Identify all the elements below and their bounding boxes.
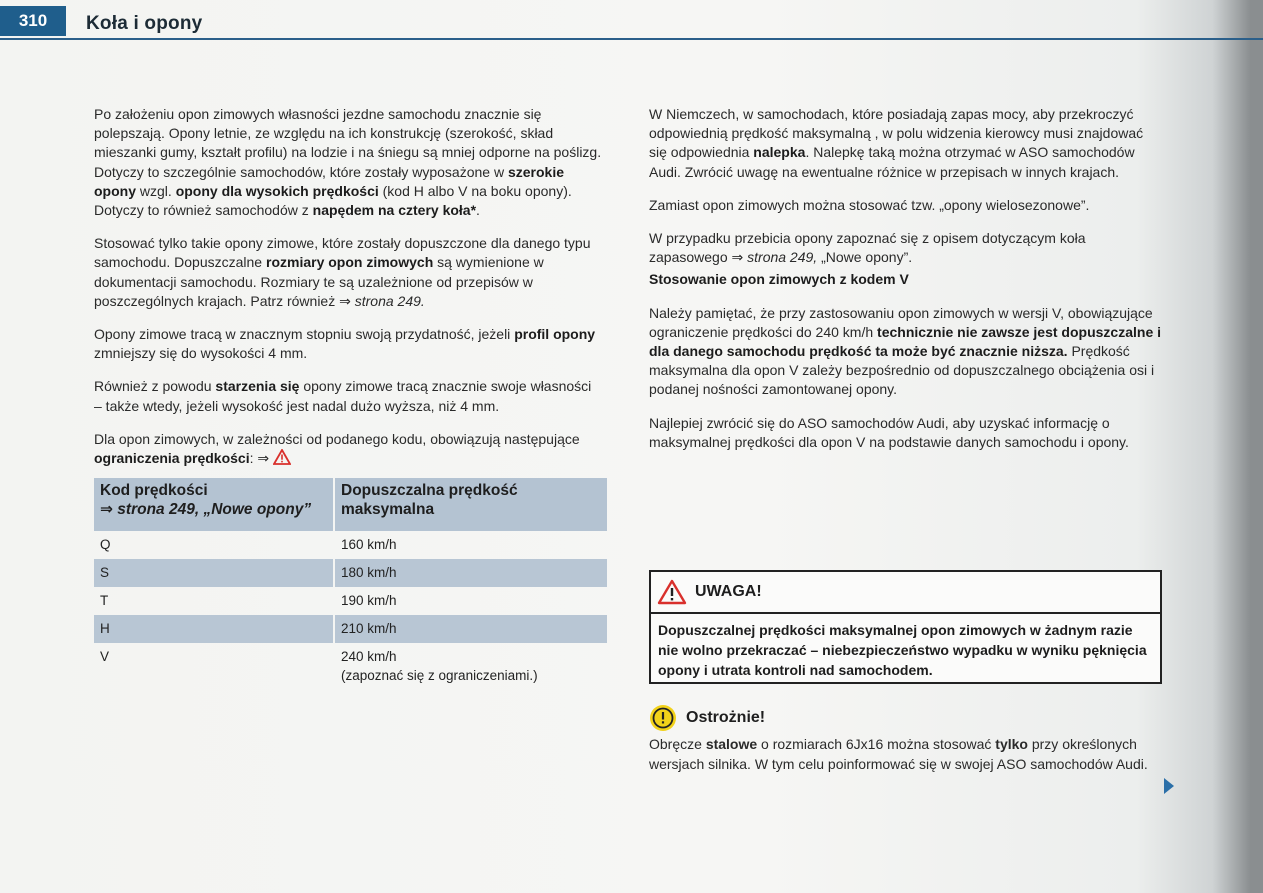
warning-title: UWAGA!	[695, 583, 762, 600]
paragraph-speed-limits: Dla opon zimowych, w zależności od podanego kodu, obowiązują następujące ograniczenia prędkości: ⇒	[94, 430, 580, 467]
paragraph-v-code: Należy pamiętać, że przy zastosowaniu opon zimowych w wersji V, obowiązujące ograniczenie prędkości do 240 km/h technicznie nie zawsze jest dopuszczalne i dla danego samochodu prędkość ta może być znacznie niższa. Prędkość maksymalna dla opon V zależy bezpośrednio od dopuszczalnego obciążenia osi i podanej nośności zamontowanej opony.	[649, 304, 1162, 398]
table-row: Q 160 km/h	[94, 531, 607, 559]
caution-exclamation-icon	[649, 704, 677, 732]
table-row: H 210 km/h	[94, 615, 607, 643]
table-row: T 190 km/h	[94, 587, 607, 615]
page-header	[0, 0, 1263, 40]
caution-header	[649, 704, 1161, 732]
table-header-code: Kod prędkości ⇒ strona 249, „Nowe opony”	[94, 478, 334, 531]
paragraph-winter-tires-intro: Po założeniu opon zimowych własności jezdne samochodu znacznie się polepszają. Opony letnie, ze względu na ich konstrukcję (szerokość, skład mieszanki gumy, kształt profilu) na lodzie i na śniegu są mniej odporne na poślizg. Dotyczy to szczególnie samochodów, które zostały wyposażone w szerokie opony wzgl. opony dla wysokich prędkości (kod H albo V na boku opony). Dotyczy to również samochodów z napędem na cztery koła*.	[94, 106, 602, 219]
continue-arrow-icon	[1164, 778, 1174, 794]
page-reference-link[interactable]: ⇒ strona 249.	[339, 292, 425, 309]
paragraph-aging: Również z powodu starzenia się opony zimowe tracą znacznie swoje własności – także wtedy, jeżeli wysokość jest nadal dużo wyższa, niż 4 mm.	[94, 378, 592, 414]
page-number: 310	[0, 6, 66, 36]
paragraph-tread-depth: Opony zimowe tracą w znacznym stopniu swoją przydatność, jeżeli profil opony zmniejszy się do wysokości 4 mm.	[94, 326, 596, 362]
warning-triangle-icon	[273, 449, 291, 465]
warning-box	[649, 570, 1162, 684]
table-header-max-speed: Dopuszczalna prędkość maksymalna	[334, 478, 607, 531]
paragraph-contact-dealer: Najlepiej zwrócić się do ASO samochodów Audi, aby uzyskać informację o maksymalnej prędkości dla opon V na podstawie danych samochodu i opony.	[649, 414, 1129, 450]
caution-note	[649, 704, 1161, 774]
paragraph-all-season: Zamiast opon zimowych można stosować tzw. „opony wielosezonowe”.	[649, 196, 1090, 213]
table-header-reference[interactable]: ⇒ strona 249, „Nowe opony”	[100, 501, 312, 519]
warning-header	[651, 572, 1160, 614]
section-subheading: Stosowanie opon zimowych z kodem V	[649, 271, 909, 288]
warning-text: Dopuszczalnej prędkości maksymalnej opon zimowych w żadnym razie nie wolno przekraczać – niebezpieczeństwo wypadku w wyniku pęknięcia opony i utrata kontroli nad samochodem.	[658, 622, 1147, 678]
caution-text: Obręcze stalowe o rozmiarach 6Jx16 można stosować tylko przy określonych wersjach silnika. W tym celu poinformować się w swojej ASO samochodów Audi.	[649, 736, 1148, 772]
speed-limit-table	[94, 478, 607, 689]
page-reference-link[interactable]: ⇒ strona 249,	[731, 249, 818, 266]
paragraph-spare-wheel: W przypadku przebicia opony zapoznać się z opisem dotyczącym koła zapasowego ⇒ strona 249, „Nowe opony”.	[649, 230, 1086, 266]
table-row: S 180 km/h	[94, 559, 607, 587]
table-row-note: (zapoznać się z ograniczeniami.)	[341, 668, 538, 684]
right-column	[649, 105, 1161, 466]
caution-title: Ostrożnie!	[686, 709, 766, 727]
warning-triangle-icon	[657, 579, 687, 605]
table-row: V 240 km/h (zapoznać się z ograniczeniami.)	[94, 643, 607, 689]
paragraph-sticker: W Niemczech, w samochodach, które posiadają zapas mocy, aby przekroczyć odpowiednią prędkość maksymalną , w polu widzenia kierowcy musi znajdować się odpowiednia nalepka. Nalepkę taką można otrzymać w ASO samochodów Audi. Zwrócić uwagę na ewentualne różnice w przepisach w innych krajach.	[649, 106, 1144, 180]
left-column	[94, 105, 602, 690]
paragraph-approved-tires: Stosować tylko takie opony zimowe, które zostały dopuszczone dla danego typu samochodu. Dopuszczalne rozmiary opon zimowych są wymienione w dokumentacji samochodu. Rozmiary te są uzależnione od przepisów w poszczególnych krajach. Patrz również ⇒ strona 249.	[94, 235, 591, 309]
chapter-title: Koła i opony	[86, 13, 203, 34]
